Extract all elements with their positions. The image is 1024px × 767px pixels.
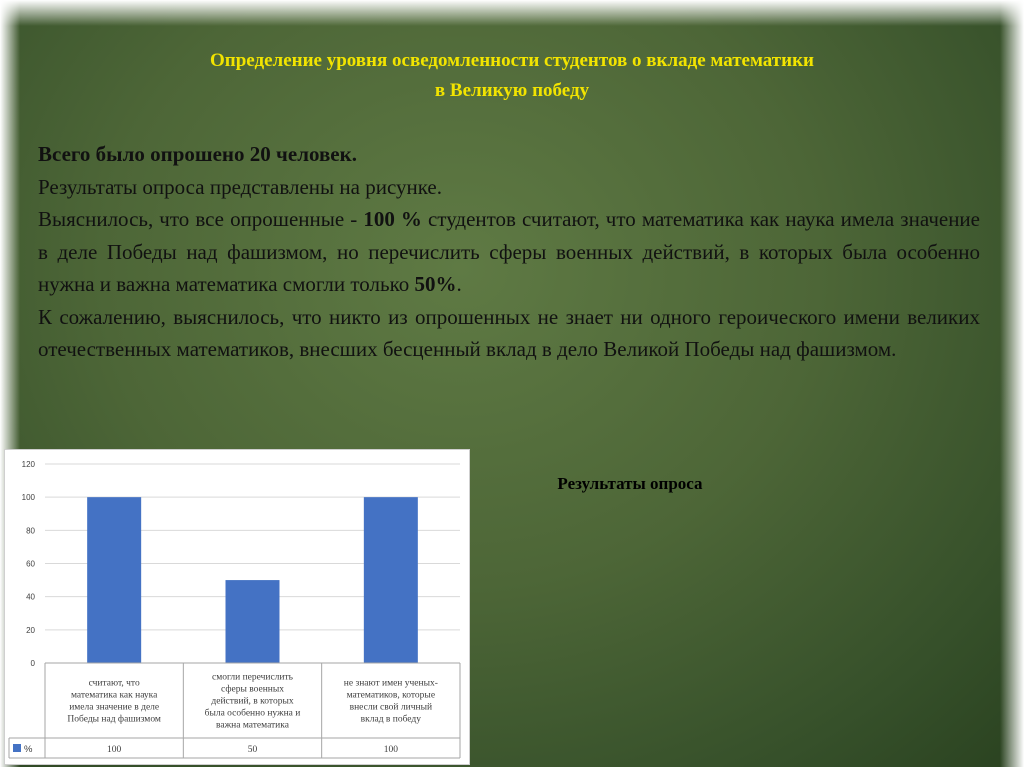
paragraph-3-bold-100: 100 % (363, 207, 422, 231)
category-label-2: смогли перечислить сферы военных действий, в которых была особенно нужна и важна математика (204, 672, 301, 731)
paragraph-lead: Всего было опрошено 20 человек. (38, 142, 357, 166)
paragraph-4: К сожалению, выяснилось, что никто из опрошенных не знает ни одного героического имени великих отечественных математиков, внесших бесценный вклад в дело Великой Победы над фашизмом. (38, 304, 980, 361)
y-tick-label: 40 (26, 592, 35, 602)
paragraph-3 (38, 203, 980, 301)
board-edge-top (0, 0, 1024, 26)
bar-chart-card (4, 449, 470, 765)
title-line-1: Определение уровня осведомленности студентов о вкладе математики (210, 50, 814, 71)
slide-body (38, 138, 980, 366)
table-value-2: 50 (247, 745, 258, 755)
y-tick-label: 100 (21, 493, 35, 503)
category-label-3: не знают имен ученых-математиков, которые внесли свой личный вклад в победу (343, 678, 438, 725)
legend-label: % (24, 744, 33, 755)
paragraph-3-part-b: студентов считают, что математика как наука имела значение в деле Победы над фашизмом, но перечислить сферы военных действий, в которых была особенно нужна и важна математика смогли только (38, 207, 980, 296)
bar-2 (226, 580, 280, 663)
y-tick-label: 120 (21, 460, 35, 469)
y-tick-label: 0 (30, 659, 35, 668)
paragraph-3-part-c: . (456, 272, 462, 296)
y-tick-label: 80 (26, 526, 35, 536)
slide-title (40, 46, 984, 106)
paragraph-2: Результаты опроса представлены на рисунке. (38, 174, 442, 199)
board-edge-right (1000, 0, 1024, 767)
table-value-1: 100 (107, 745, 122, 755)
paragraph-3-bold-50: 50% (414, 272, 457, 296)
y-tick-label: 20 (26, 625, 35, 635)
results-label: Результаты опроса (557, 474, 703, 493)
y-tick-label: 60 (26, 559, 35, 569)
bar-1 (87, 497, 141, 663)
bar-chart (5, 450, 469, 764)
paragraph-3-part-a: Выяснилось, что все опрошенные - (38, 207, 364, 231)
table-value-3: 100 (383, 745, 398, 755)
title-line-2: в Великую победу (434, 80, 590, 101)
category-label-1: считают, что математика как наука имела значение в деле Победы над фашизмом (67, 678, 161, 725)
legend-key (13, 744, 21, 752)
bar-3 (364, 497, 418, 663)
